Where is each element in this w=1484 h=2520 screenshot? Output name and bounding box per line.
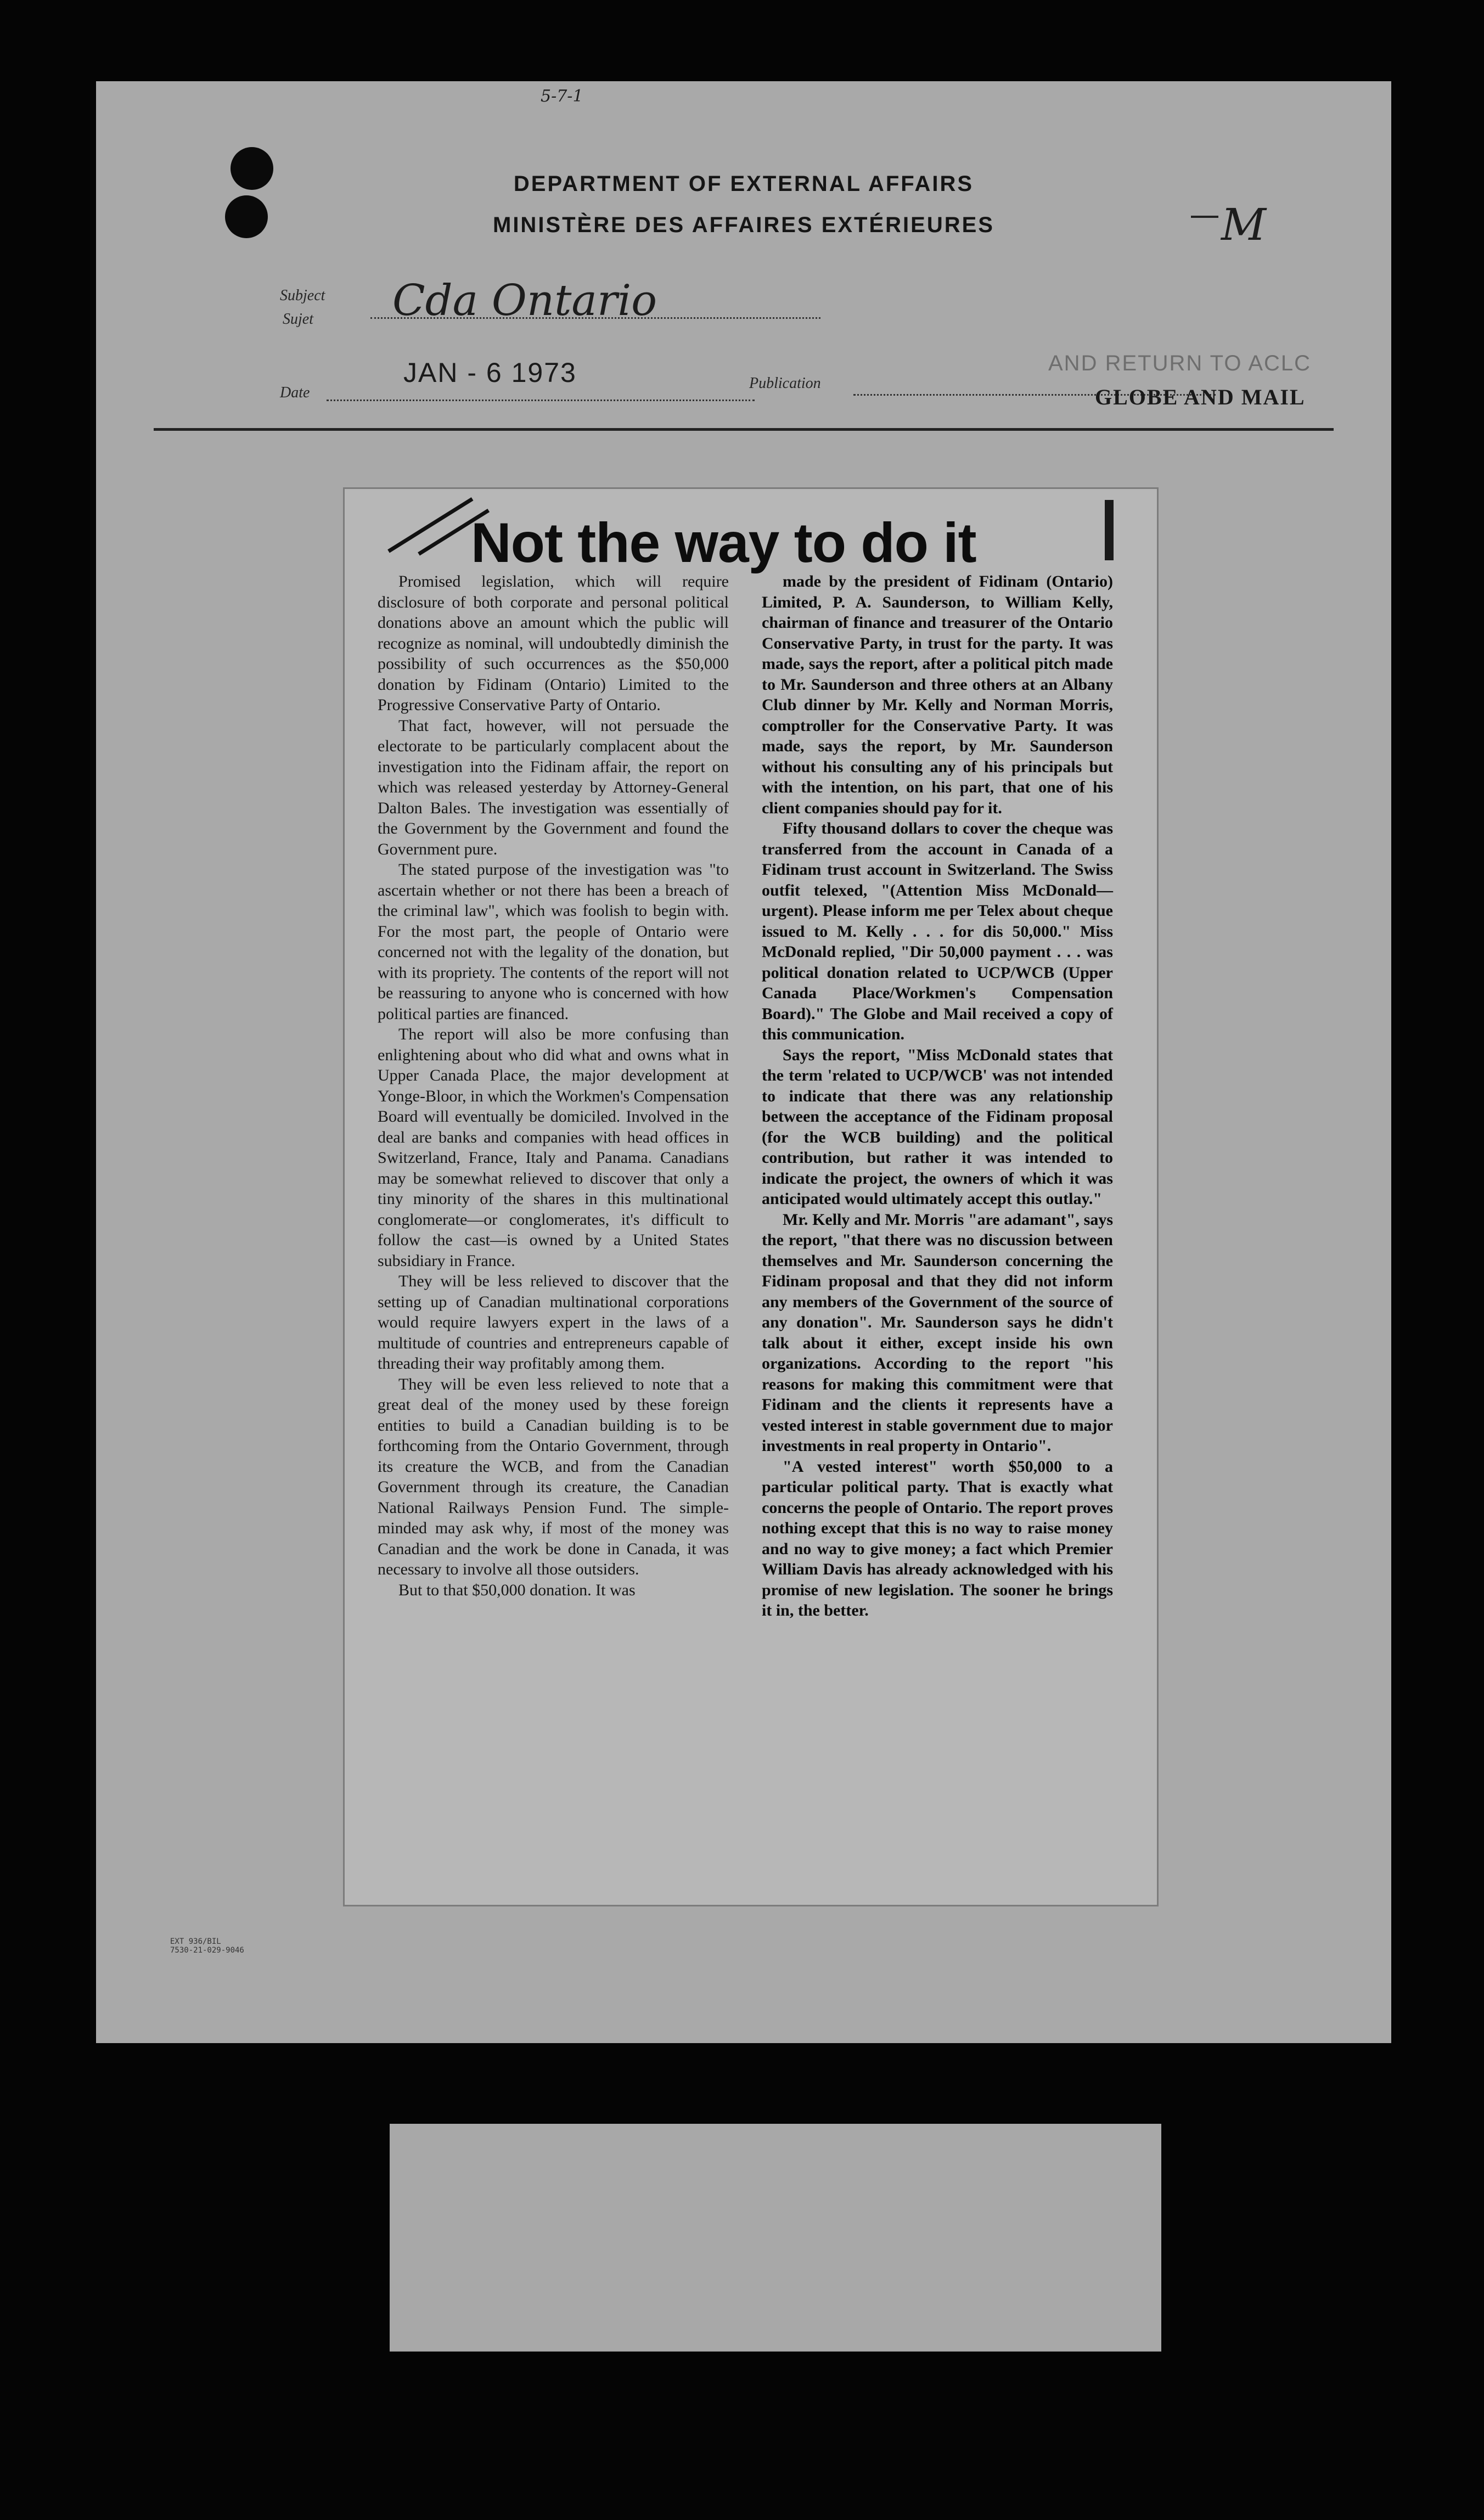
article-paragraph: Promised legislation, which will require disclosure of both corporate and personal political donations above an amount which the public will recognize as nominal, will undoubtedly diminish the possibility of such occurrences as the $50,000 donation by Fidinam (Ontario) Limited to the Progressive Conservative Party of Ontario. (378, 572, 729, 714)
article-paragraph: Mr. Kelly and Mr. Morris "are adamant", says the report, "that there was no discussion between themselves and Mr. Saunderson concerning the Fidinam proposal and that they did not inform any members of the Government of the source of any donation". Mr. Saunderson says he didn't talk about it either, except inside his own organizations. According to the report "his reasons for making this commitment were that Fidinam and the clients it represents have a vested interest in stable government due to major investments in real property in Ontario". (762, 1210, 1113, 1455)
subject-value: Cda Ontario (392, 276, 657, 325)
subject-label: Subject (280, 287, 325, 304)
corner-mark-stroke (1191, 216, 1218, 218)
article-paragraph: But to that $50,000 donation. It was (398, 1580, 636, 1599)
page-mark: 5-7-1 (541, 87, 583, 106)
date-label: Date (280, 384, 310, 401)
header-separator (154, 428, 1334, 431)
article-column-right (762, 571, 1113, 1621)
article-paragraph: The report will also be more confusing than enlightening about who did what and owns what in Upper Canada Place, the major development at Yonge-Bloor, in which the Workmen's Compensation Board will eventually be domiciled. Involved in the deal are banks and companies with head offices in Switzerland, France, Italy and Panama. Canadians may be somewhat relieved to discover that only a tiny minority of the shares in this multinational conglomerate—or conglomerates, it's difficult to follow the cast—is owned by a United States subsidiary in France. (378, 1025, 729, 1270)
date-dotted-line (327, 400, 755, 401)
date-stamp: JAN - 6 1973 (403, 357, 577, 388)
article-paragraph: Says the report, "Miss McDonald states that the term 'related to UCP/WCB' was not intended to indicate that there was any relationship between the acceptance of the Fidinam proposal (for the WCB building) and the political contribution, but rather it was intended to indicate the project, the owners of which it was anticipated would ultimately accept this outlay." (762, 1045, 1113, 1208)
publication-name-stamp: GLOBE AND MAIL (1095, 385, 1306, 409)
document-sheet (96, 81, 1391, 2043)
department-name-english: DEPARTMENT OF EXTERNAL AFFAIRS (513, 172, 974, 196)
article-paragraph: "A vested interest" worth $50,000 to a particular political party. That is exactly what concerns the people of Ontario. The report proves nothing except that this is no way to raise money and no way to give money; a fact which Premier William Davis has already acknowledged with his promise of new legislation. The sooner he brings it in, the better. (762, 1457, 1113, 1619)
article-paragraph: That fact, however, will not persuade the electorate to be particularly complacent about the investigation into the Fidinam affair, the report on which was released yesterday by Attorney-General Dalton Bales. The investigation was essentially of the Government by the Government and found the Government pure. (378, 716, 729, 858)
article-paragraph: made by the president of Fidinam (Ontario) Limited, P. A. Saunderson, to William Kelly, chairman of finance and treasurer of the Ontario Conservative Party, in trust for the party. It was made, says the report, after a political pitch made to Mr. Saunderson and three others at an Albany Club dinner by Mr. Kelly and Norman Morris, comptroller for the Conservative Party. It was made, says the report, by Mr. Saunderson without his consulting any of his principals but with the intention, on his part, that one of his client companies should pay for it. (762, 572, 1113, 817)
corner-mark: M (1221, 199, 1266, 250)
subject-dotted-line (370, 317, 820, 319)
newspaper-clipping (343, 487, 1159, 1906)
article-column-left (378, 571, 729, 1600)
return-to-stamp: AND RETURN TO ACLC (1048, 351, 1312, 375)
sujet-label: Sujet (283, 311, 313, 328)
form-code: EXT 936/BIL 7530-21-029-9046 (170, 1937, 244, 1955)
article-paragraph: They will be even less relieved to note that a great deal of the money used by these foreign entities to build a Canadian building is to be forthcoming from the Ontario Government, through its creature the WCB, and from the Canadian Government through its creature, the Canadian National Railways Pension Fund. The simple-minded may ask why, if most of the money was Canadian and the work be done in Canada, it was necessary to involve all those outsiders. (378, 1375, 729, 1578)
article-paragraph: They will be less relieved to discover that the setting up of Canadian multinational corporations would require lawyers expert in the laws of a multitude of countries and entrepreneurs capable of threading their way profitably among them. (378, 1272, 729, 1372)
marker-tick (1105, 500, 1114, 560)
headline: Not the way to do it (471, 511, 976, 574)
publication-label: Publication (749, 375, 821, 392)
article-paragraph: Fifty thousand dollars to cover the cheque was transferred from the account in Canada of a Fidinam trust account in Switzerland. The Swiss outfit telexed, "(Attention Miss McDonald—urgent). Please inform me per Telex about cheque issued to M. Kelly . . . for dis 50,000." Miss McDonald replied, "Dir 50,000 payment . . . was political donation related to UCP/WCB (Upper Canada Place/Workmen's Compensation Board)." The Globe and Mail received a copy of this communication. (762, 819, 1113, 1043)
article-paragraph: The stated purpose of the investigation was "to ascertain whether or not there has been a breach of the criminal law", which was foolish to begin with. For the most part, the people of Ontario were concerned not with the legality of the donation, but with its propriety. The contents of the report will not be reassuring to anyone who is concerned with how political parties are financed. (378, 860, 729, 1023)
blank-card (390, 2124, 1161, 2352)
department-name-french: MINISTÈRE DES AFFAIRES EXTÉRIEURES (493, 213, 994, 237)
